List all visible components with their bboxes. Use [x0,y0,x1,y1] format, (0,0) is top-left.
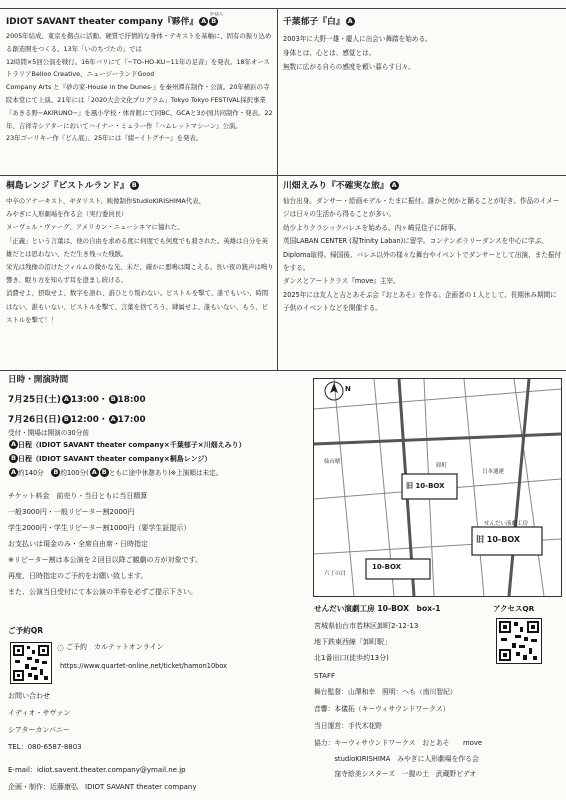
map-label: 仙台駅 [324,459,341,465]
booking-heading: ご予約QR [8,626,44,635]
work-title: 千葉郁子『白』 A [283,17,353,27]
tickets: チケット料金 前売り・当日ともに当日精算 一般3000円・一般リピーター割2000円 学生2000円・学生リピーター割1000円（要学生証提示） お支払いは現金のみ・全席自由席・日時指定 ※リピーター割は本公演を２回目以降ご観劇の方が対象です。 再度、日時指定のご予約をお願い致します。 また、公演当日受付にて本公演の半券を必ずご提示下さい。 [8,492,203,596]
work-idiot-savant [6,12,274,174]
program-a: A 日程（IDIOT SAVANT theater company×千葉郁子×川畑えみり） [10,440,246,449]
work-title: 川畑えみり『不確実な旅』 A [283,181,397,191]
work-title: 桐島レンジ『ピストルランド』 B [6,180,274,192]
work-body: 2003年に大野一雄・慶人に出会い舞踏を始める。 身体とは、心とは、感覚とは。 無数に広がる自らの感度を頼い暮らす日々。 [283,35,432,71]
contact: お問い合わせ イディオ・サヴァン シアターカンパニー TEL：080-6587-8803 E-mail：idiot.savent.theater.company@ymail.ne.jp 企画・制作：近藤康弘 IDIOT SAVANT theater company [8,688,308,796]
schedule-line-2: 7月26日(日) B 12:00・ A 17:00 [8,415,146,425]
map-label: 卸町 [436,463,448,469]
staff: STAFF 舞台監督：山澤和幸 照明：へも（南川智紀） 音響：本儀拓（キーウィサウンドワークス） 当日運営：手代木花野 協力：キーウィサウンドワークス おとあそ move studioKIRISHIMA みやぎに人形劇場を作る会 窪寺絵美シスターズ 一握の土 武蔵野ビデオ [314,668,564,796]
map-label: 旧 10-BOX [406,482,445,490]
work-chiba [283,12,563,174]
work-body: 仙台出身。ダンサー・絵画モデル・たまに振付。誰かと何かと踊ることが好き。作品のイメージは日々の生活から得ることが多い。 幼少よりクラシックバレエを始める。内ヶ崎見佳子に師事。 英国LABAN CENTER (現Trinity Laban)に留学。コンテンポラリーダンスを中心に学ぶ。Diploma取得。帰国後、バレエ以外の様々な舞台やイベントでダンサーとして出演、また振付をする。 ダンスとアートクラス『move』主宰。 2025年には友人と吉とあそぶ会『おとあそ』を作る。企画者の１人として、長期休み期間に子供のイベントなどを開催する。 [283,197,562,313]
producer: 企画・制作：近藤康弘 IDIOT SAVANT theater company [8,783,197,791]
map-label: 10-BOX [372,563,402,571]
schedule-heading: 日時・開演時間 [8,375,69,385]
staff-heading: STAFF [314,672,336,680]
map-label: せんだい演劇工房 [484,521,529,527]
program-b: B 日程（IDIOT SAVANT theater company×桐島レンジ） [8,453,308,465]
schedule [8,374,308,484]
schedule-line-1: 7月25日(土) A 13:00・ B 18:00 [8,395,146,405]
map-label: 旧 10-BOX [476,535,521,544]
venue-name: せんだい演劇工房 10-BOX box-1 [314,604,441,613]
work-kawabata [283,180,563,368]
work-body: 中卒のアナーキスト、ギタリスト、映像制作StudioKIRISHIMA代表、 みやぎに人形劇場を作る会（実行委員長） ヌーヴェル・ヴァーグ、アメリカン・ニューシネマに憧れた。 「正義」という言葉は、他の自由を求める度に何度でも何度でも殺された。英雄は自分を英雄だとは思わない、ただ生き残った残骸。 栄光は残像の沼けたフィルムの微かな光、未だ、確かに悪鳴は聞こえる。長い夜の銃声は鳴り響き、眠り方を知らず耳を澄まし続ける。 消費せよ、摂取せよ、数字を語れ、誰ひとり叛わない。ピストルを撃て、誰でもいい、時間はない、誰もいない、ピストルを撃て、言葉を捨てろう、肆属せよ、誰もいない、もう、ピストルを撃て！！ [6,197,274,324]
divider-row2 [0,370,566,371]
work-title: IDIOT SAVANT theater company『夥伴』 A B [6,16,274,28]
work-body: 2005年結成、東京を拠点に活動。硬質で抒情的な身体・テキストを基軸に、固有の振り込める創造開をつくる。13年「いのちづたの」では 12時間×5回公演を戦行。16年バリにて『−TO-HO-KU−11年の足音』を発表。18年オーストラリアBelloo Creative、ニュージーランドGood Company Arts と『砂の家-House in the Dunes-』を秦州潭在制作・公演。20年横浜の寺院本堂にて上演。21年には「2020大会文化プログラム」Tokyo Tokyo FESTIVAL採択事業『あきる野−AKIRUNO−』を風小学校・体育館にて同BC、GCAと3か国共同制作・発表。22年、吉祥寺シアターにおいてハイナー・ミュラー作『ハムレットマシーン』公演。 23年ゴーリキー作『どん底』、25年には『緒−イトグチ−』を発表。 [6,32,273,143]
north-icon: N [345,385,351,393]
map-label: 六丁の目 [324,571,347,577]
booking-url[interactable]: https://www.quartet-online.net/ticket/hamon10box [60,662,228,670]
contact-email[interactable]: E-mail：idiot.savent.theater.company@ymail.ne.jp [8,766,186,774]
duration: A 約140分 B 約100分( A B ともに途中休憩あり)※上演順は未定。 [10,468,223,477]
booking-qr-code[interactable] [10,642,52,684]
access-map [313,378,562,597]
frame-top [0,8,566,9]
title-ruby: かはん [210,12,224,17]
reception-note: 受付・開場は開演の30分前 [8,429,89,437]
booking-link-icon: ◌ [57,643,64,652]
access-qr-code[interactable] [496,618,542,664]
access-qr-heading: アクセスQR [493,604,535,613]
work-kirishima [6,180,274,368]
divider-row1 [0,175,566,176]
divider-vertical [277,8,278,370]
map-label: 日本通運 [482,469,505,475]
booking-label: ご予約 カルテットオンライン [66,643,164,651]
